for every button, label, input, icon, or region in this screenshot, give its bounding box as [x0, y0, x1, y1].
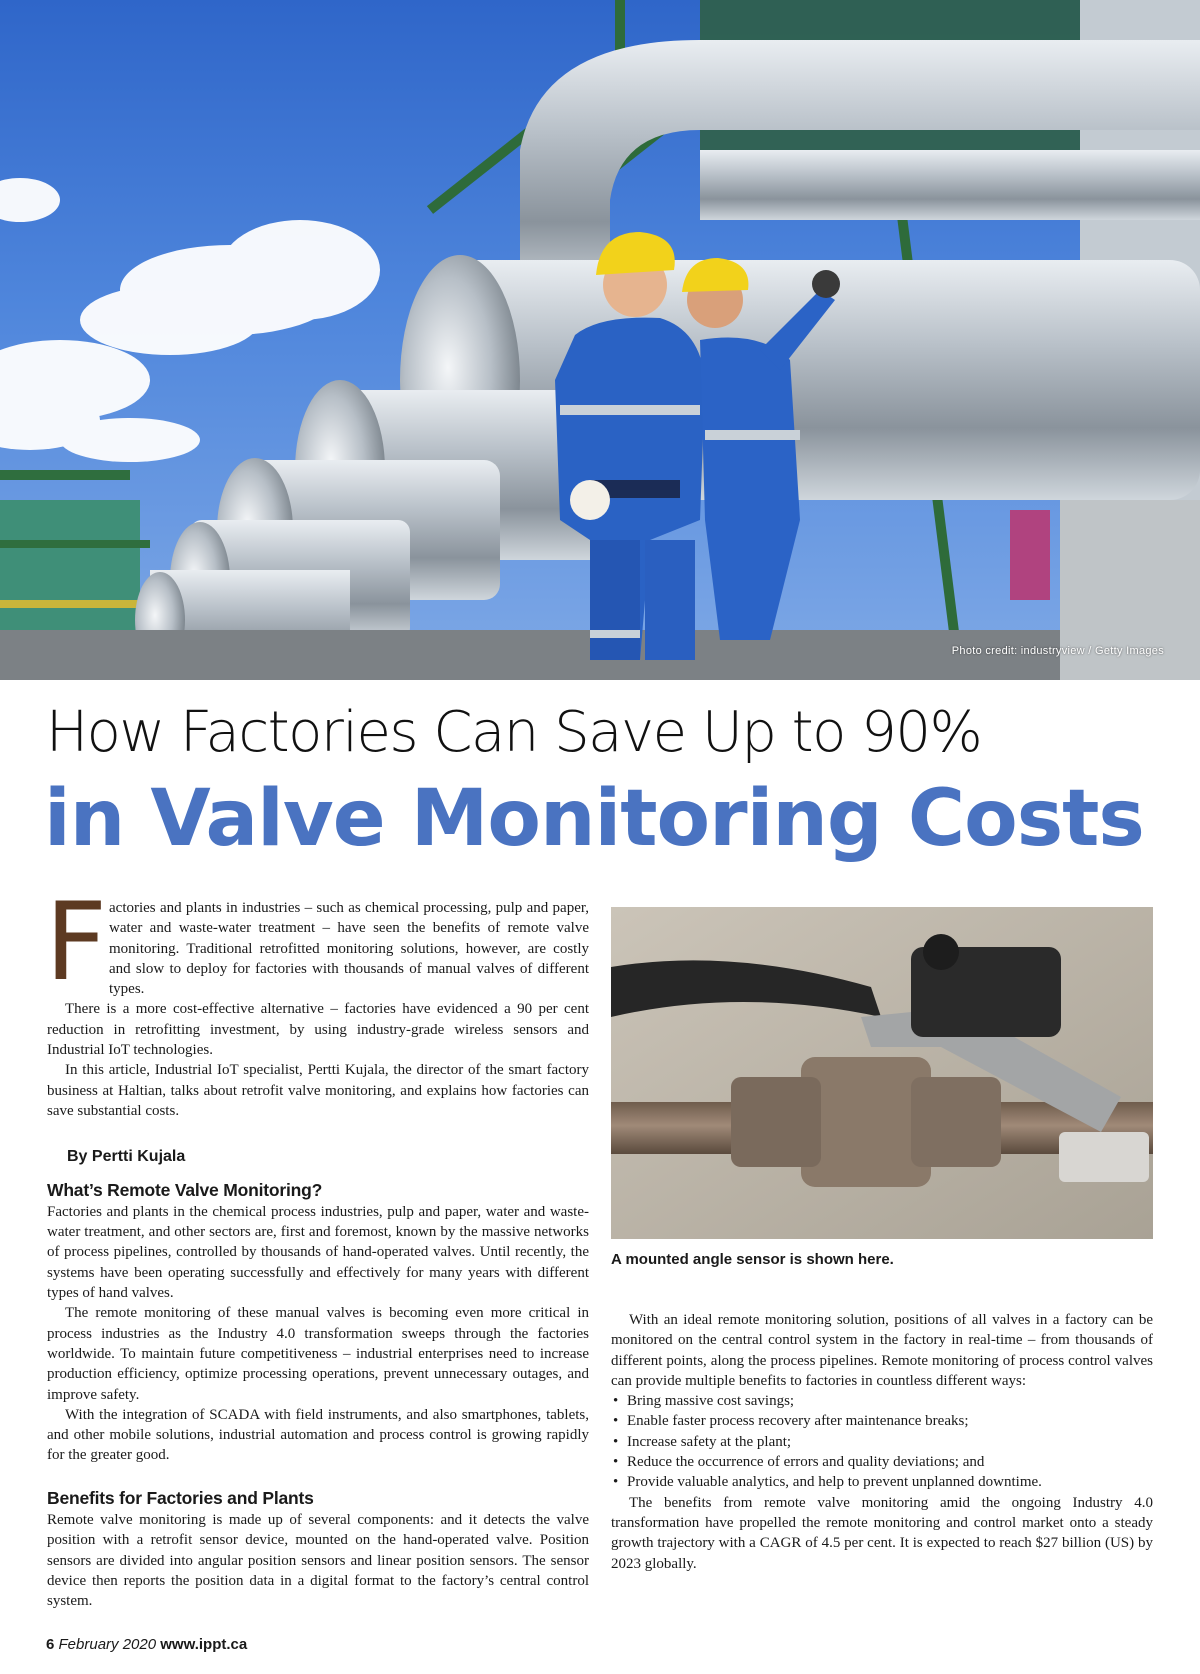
figure-caption: A mounted angle sensor is shown here.	[611, 1251, 894, 1268]
hero-photo	[0, 0, 1200, 680]
right-column	[611, 1310, 1153, 1574]
list-item: • Bring massive cost savings;	[611, 1391, 1153, 1411]
section2-paragraph-1: Remote valve monitoring is made up of several components: and it detects the valve position with a retrofit sensor device, mounted on the hand-operated valve. Position sensors are divided into angular position sensors and linear position sensors. The sensor device then reports the position data in a digital format to the factory’s central control system.	[47, 1512, 589, 1610]
left-column	[45, 880, 589, 1612]
page-footer	[46, 1636, 247, 1653]
drop-cap: F	[45, 880, 108, 1005]
right-paragraph-1: With an ideal remote monitoring solution, positions of all valves in a factory can be monitored on the central control system in the factory in real-time – from thousands of different points, along the process pipelines. Remote monitoring of process control valves can provide multiple benefits to factories in countless different ways:	[611, 1312, 1153, 1389]
byline: By Pertti Kujala	[67, 1148, 186, 1166]
headline-line-1: How Factories Can Save Up to 90%	[46, 700, 982, 765]
list-item: • Provide valuable analytics, and help to prevent unplanned downtime.	[611, 1472, 1153, 1492]
valve-sensor-photo	[611, 907, 1153, 1239]
valve-sensor-illustration	[611, 907, 1153, 1239]
page-number: 6	[46, 1636, 55, 1653]
photo-credit: Photo credit: industryview / Getty Images	[951, 645, 1164, 657]
industrial-plant-illustration	[0, 0, 1200, 680]
list-item: • Reduce the occurrence of errors and quality deviations; and	[611, 1452, 1153, 1472]
list-item: • Increase safety at the plant;	[611, 1432, 1153, 1452]
intro-paragraph-3: In this article, Industrial IoT specialist, Pertti Kujala, the director of the smart factory business at Haltian, talks about retrofit valve monitoring, and explains how factories can save substantial costs.	[47, 1062, 589, 1119]
section-heading-benefits: Benefits for Factories and Plants	[47, 1487, 314, 1508]
section1-paragraph-1: Factories and plants in the chemical process industries, pulp and paper, water and waste-water treatment, and other sectors are, first and foremost, known by the massive networks of process pipelines, controlled by thousands of hand-operated valves. Until recently, the systems have been operating successfully and effectively for many years with different types of hand valves.	[47, 1203, 589, 1302]
section1-paragraph-2: The remote monitoring of these manual valves is becoming even more critical in process industries as the Industry 4.0 transformation sweeps through the factories worldwide. To maintain future competitiveness – industrial enterprises need to increase production efficiency, optimize processing operations, prevent unnecessary outages, and improve safety.	[47, 1305, 589, 1403]
section-heading-remote-valve: What’s Remote Valve Monitoring?	[47, 1179, 323, 1200]
benefits-list	[611, 1391, 1153, 1492]
headline-line-2: in Valve Monitoring Costs	[44, 774, 1144, 864]
intro-block	[45, 880, 589, 1005]
right-paragraph-2: The benefits from remote valve monitoring amid the ongoing Industry 4.0 transformation have propelled the remote monitoring and control market onto a steady growth trajectory with a CAGR of 4.5 per cent. It is expected to reach $27 billion (US) by 2023 globally.	[611, 1494, 1153, 1572]
intro-paragraph-1: actories and plants in industries – such as chemical processing, pulp and paper, water and waste-water treatment – have seen the benefits of remote valve monitoring. Traditional retrofitted monitoring solutions, however, are costly and slow to deploy for factories with thousands of manual valves of different types.	[109, 900, 589, 998]
section1-paragraph-3: With the integration of SCADA with field instruments, and also smartphones, tablets, and other mobile solutions, industrial automation and process control is growing rapidly for the greater good.	[47, 1406, 589, 1464]
issue-date: February 2020	[58, 1636, 157, 1653]
intro-paragraph-2: There is a more cost-effective alternative – factories have evidenced a 90 per cent reduction in retrofitting investment, by using industry-grade wireless sensors and Industrial IoT technologies.	[47, 1001, 589, 1059]
website-link[interactable]: www.ippt.ca	[160, 1636, 248, 1653]
list-item: • Enable faster process recovery after maintenance breaks;	[611, 1411, 1153, 1431]
